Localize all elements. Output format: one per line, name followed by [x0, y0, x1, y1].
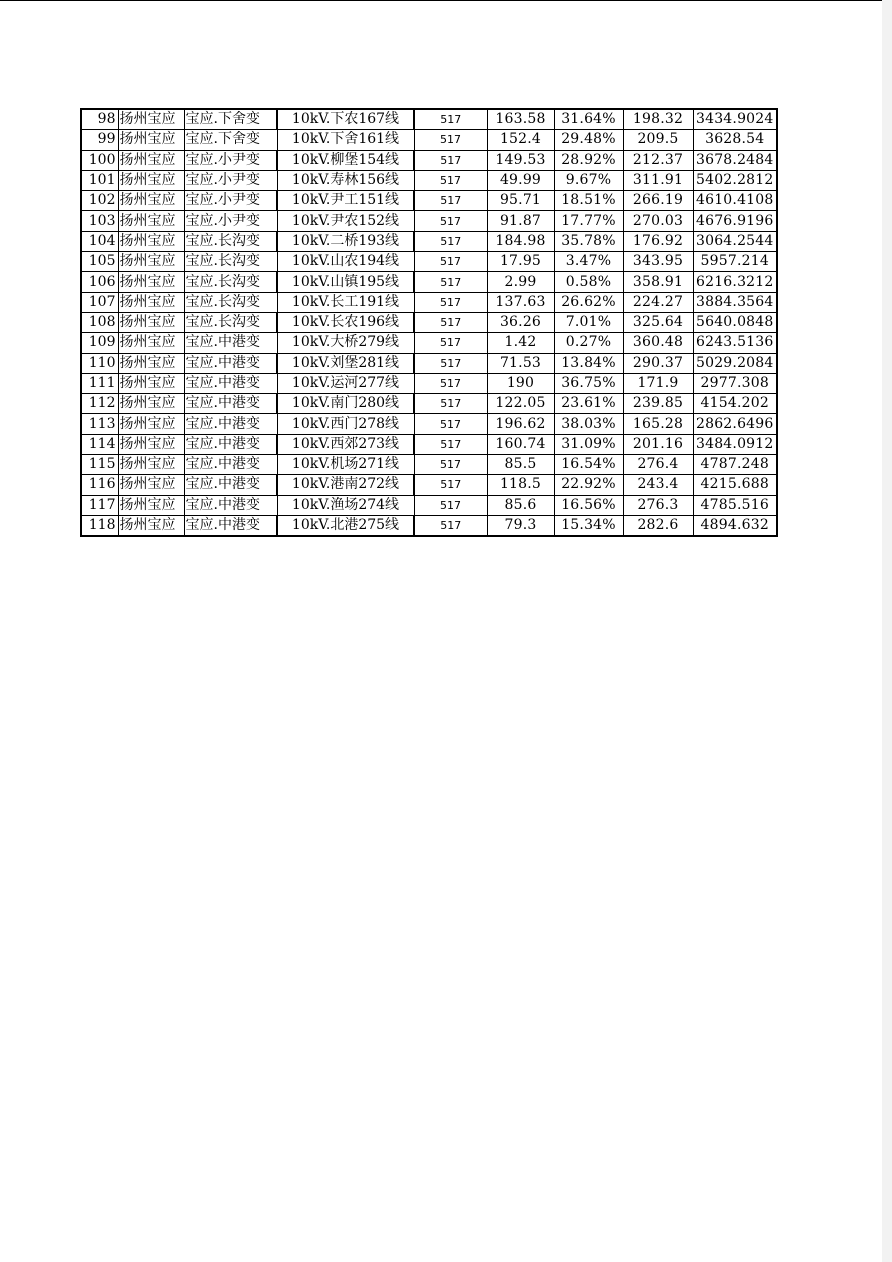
table-row: [81, 495, 777, 515]
city-cell: 扬州宝应: [118, 515, 184, 536]
substation-cell: 宝应.长沟变: [184, 252, 277, 272]
load-value-cell: 137.63: [487, 292, 554, 312]
margin-value-cell: 209.5: [623, 130, 693, 150]
margin-value-cell: 290.37: [623, 353, 693, 373]
substation-cell: 宝应.长沟变: [184, 292, 277, 312]
table-row: [81, 414, 777, 434]
feeder-line-cell: 10kV.南门280线: [277, 394, 414, 414]
city-cell: 扬州宝应: [118, 272, 184, 292]
city-cell: 扬州宝应: [118, 109, 184, 130]
row-index-cell: 106: [81, 272, 118, 292]
city-cell: 扬州宝应: [118, 150, 184, 170]
city-cell: 扬州宝应: [118, 495, 184, 515]
margin-kva-cell: 4785.516: [693, 495, 777, 515]
feeder-line-cell: 10kV.机场271线: [277, 455, 414, 475]
table-row: [81, 130, 777, 150]
substation-cell: 宝应.长沟变: [184, 231, 277, 251]
capacity-cell: 517: [414, 109, 487, 130]
margin-value-cell: 276.3: [623, 495, 693, 515]
load-rate-cell: 36.75%: [554, 373, 623, 393]
substation-cell: 宝应.中港变: [184, 394, 277, 414]
city-cell: 扬州宝应: [118, 191, 184, 211]
row-index-cell: 118: [81, 515, 118, 536]
capacity-cell: 517: [414, 150, 487, 170]
margin-kva-cell: 4215.688: [693, 475, 777, 495]
table-row: [81, 353, 777, 373]
margin-kva-cell: 5402.2812: [693, 170, 777, 190]
load-value-cell: 95.71: [487, 191, 554, 211]
feeder-line-cell: 10kV.刘堡281线: [277, 353, 414, 373]
margin-value-cell: 325.64: [623, 312, 693, 332]
load-value-cell: 190: [487, 373, 554, 393]
row-index-cell: 101: [81, 170, 118, 190]
table-row: [81, 292, 777, 312]
substation-cell: 宝应.小尹变: [184, 211, 277, 231]
substation-cell: 宝应.中港变: [184, 353, 277, 373]
feeder-line-cell: 10kV.尹农152线: [277, 211, 414, 231]
feeder-line-cell: 10kV.西郊273线: [277, 434, 414, 454]
load-rate-cell: 9.67%: [554, 170, 623, 190]
row-index-cell: 100: [81, 150, 118, 170]
margin-kva-cell: 2862.6496: [693, 414, 777, 434]
substation-cell: 宝应.中港变: [184, 373, 277, 393]
table-row: [81, 211, 777, 231]
row-index-cell: 104: [81, 231, 118, 251]
margin-value-cell: 224.27: [623, 292, 693, 312]
capacity-cell: 517: [414, 353, 487, 373]
load-rate-cell: 16.56%: [554, 495, 623, 515]
city-cell: 扬州宝应: [118, 353, 184, 373]
margin-value-cell: 165.28: [623, 414, 693, 434]
row-index-cell: 111: [81, 373, 118, 393]
load-value-cell: 152.4: [487, 130, 554, 150]
margin-kva-cell: 3628.54: [693, 130, 777, 150]
capacity-cell: 517: [414, 211, 487, 231]
margin-kva-cell: 2977.308: [693, 373, 777, 393]
feeder-line-cell: 10kV.大桥279线: [277, 333, 414, 353]
capacity-cell: 517: [414, 170, 487, 190]
load-value-cell: 118.5: [487, 475, 554, 495]
city-cell: 扬州宝应: [118, 394, 184, 414]
row-index-cell: 108: [81, 312, 118, 332]
margin-value-cell: 239.85: [623, 394, 693, 414]
load-rate-cell: 3.47%: [554, 252, 623, 272]
table-row: [81, 252, 777, 272]
feeder-line-cell: 10kV.下舍161线: [277, 130, 414, 150]
capacity-cell: 517: [414, 292, 487, 312]
margin-value-cell: 311.91: [623, 170, 693, 190]
load-rate-cell: 7.01%: [554, 312, 623, 332]
table-row: [81, 272, 777, 292]
capacity-cell: 517: [414, 312, 487, 332]
row-index-cell: 114: [81, 434, 118, 454]
capacity-cell: 517: [414, 515, 487, 536]
margin-value-cell: 212.37: [623, 150, 693, 170]
load-value-cell: 17.95: [487, 252, 554, 272]
load-rate-cell: 22.92%: [554, 475, 623, 495]
substation-cell: 宝应.中港变: [184, 475, 277, 495]
table-row: [81, 333, 777, 353]
load-rate-cell: 0.27%: [554, 333, 623, 353]
table-row: [81, 515, 777, 536]
margin-kva-cell: 4894.632: [693, 515, 777, 536]
substation-cell: 宝应.小尹变: [184, 170, 277, 190]
substation-cell: 宝应.中港变: [184, 515, 277, 536]
load-rate-cell: 31.09%: [554, 434, 623, 454]
margin-kva-cell: 6243.5136: [693, 333, 777, 353]
capacity-cell: 517: [414, 191, 487, 211]
margin-kva-cell: 4676.9196: [693, 211, 777, 231]
substation-cell: 宝应.长沟变: [184, 272, 277, 292]
feeder-line-cell: 10kV.尹工151线: [277, 191, 414, 211]
table-row: [81, 373, 777, 393]
city-cell: 扬州宝应: [118, 252, 184, 272]
margin-kva-cell: 4154.202: [693, 394, 777, 414]
load-rate-cell: 26.62%: [554, 292, 623, 312]
row-index-cell: 113: [81, 414, 118, 434]
margin-value-cell: 360.48: [623, 333, 693, 353]
table-row: [81, 312, 777, 332]
margin-value-cell: 243.4: [623, 475, 693, 495]
feeder-line-cell: 10kV.二桥193线: [277, 231, 414, 251]
table-row: [81, 231, 777, 251]
load-rate-cell: 35.78%: [554, 231, 623, 251]
row-index-cell: 116: [81, 475, 118, 495]
page-top-border: [0, 0, 892, 1]
table-row: [81, 394, 777, 414]
load-value-cell: 163.58: [487, 109, 554, 130]
load-rate-cell: 16.54%: [554, 455, 623, 475]
city-cell: 扬州宝应: [118, 333, 184, 353]
city-cell: 扬州宝应: [118, 475, 184, 495]
feeder-line-cell: 10kV.下农167线: [277, 109, 414, 130]
load-value-cell: 85.5: [487, 455, 554, 475]
load-rate-cell: 38.03%: [554, 414, 623, 434]
city-cell: 扬州宝应: [118, 414, 184, 434]
load-value-cell: 1.42: [487, 333, 554, 353]
feeder-load-table: [80, 108, 778, 537]
capacity-cell: 517: [414, 495, 487, 515]
load-rate-cell: 0.58%: [554, 272, 623, 292]
table-row: [81, 434, 777, 454]
margin-kva-cell: 3678.2484: [693, 150, 777, 170]
load-rate-cell: 28.92%: [554, 150, 623, 170]
substation-cell: 宝应.下舍变: [184, 130, 277, 150]
margin-value-cell: 171.9: [623, 373, 693, 393]
capacity-cell: 517: [414, 455, 487, 475]
row-index-cell: 107: [81, 292, 118, 312]
substation-cell: 宝应.长沟变: [184, 312, 277, 332]
load-value-cell: 85.6: [487, 495, 554, 515]
margin-kva-cell: 3064.2544: [693, 231, 777, 251]
margin-value-cell: 343.95: [623, 252, 693, 272]
margin-kva-cell: 3484.0912: [693, 434, 777, 454]
margin-value-cell: 266.19: [623, 191, 693, 211]
substation-cell: 宝应.中港变: [184, 333, 277, 353]
row-index-cell: 102: [81, 191, 118, 211]
capacity-cell: 517: [414, 475, 487, 495]
margin-kva-cell: 5640.0848: [693, 312, 777, 332]
row-index-cell: 99: [81, 130, 118, 150]
load-value-cell: 2.99: [487, 272, 554, 292]
load-rate-cell: 31.64%: [554, 109, 623, 130]
city-cell: 扬州宝应: [118, 455, 184, 475]
capacity-cell: 517: [414, 373, 487, 393]
load-rate-cell: 13.84%: [554, 353, 623, 373]
table-row: [81, 170, 777, 190]
margin-kva-cell: 3884.3564: [693, 292, 777, 312]
margin-kva-cell: 6216.3212: [693, 272, 777, 292]
load-rate-cell: 18.51%: [554, 191, 623, 211]
capacity-cell: 517: [414, 434, 487, 454]
feeder-line-cell: 10kV.西门278线: [277, 414, 414, 434]
load-rate-cell: 23.61%: [554, 394, 623, 414]
load-value-cell: 122.05: [487, 394, 554, 414]
substation-cell: 宝应.中港变: [184, 434, 277, 454]
feeder-line-cell: 10kV.港南272线: [277, 475, 414, 495]
load-value-cell: 160.74: [487, 434, 554, 454]
substation-cell: 宝应.中港变: [184, 455, 277, 475]
capacity-cell: 517: [414, 272, 487, 292]
page-right-margin: [882, 0, 892, 1262]
capacity-cell: 517: [414, 130, 487, 150]
margin-value-cell: 176.92: [623, 231, 693, 251]
margin-value-cell: 201.16: [623, 434, 693, 454]
feeder-line-cell: 10kV.山镇195线: [277, 272, 414, 292]
row-index-cell: 103: [81, 211, 118, 231]
margin-value-cell: 282.6: [623, 515, 693, 536]
city-cell: 扬州宝应: [118, 292, 184, 312]
table-row: [81, 475, 777, 495]
city-cell: 扬州宝应: [118, 211, 184, 231]
feeder-line-cell: 10kV.寿林156线: [277, 170, 414, 190]
margin-value-cell: 276.4: [623, 455, 693, 475]
table-row: [81, 109, 777, 130]
row-index-cell: 110: [81, 353, 118, 373]
city-cell: 扬州宝应: [118, 373, 184, 393]
substation-cell: 宝应.小尹变: [184, 191, 277, 211]
substation-cell: 宝应.小尹变: [184, 150, 277, 170]
capacity-cell: 517: [414, 231, 487, 251]
margin-value-cell: 358.91: [623, 272, 693, 292]
city-cell: 扬州宝应: [118, 312, 184, 332]
feeder-line-cell: 10kV.长工191线: [277, 292, 414, 312]
city-cell: 扬州宝应: [118, 434, 184, 454]
city-cell: 扬州宝应: [118, 130, 184, 150]
margin-kva-cell: 4610.4108: [693, 191, 777, 211]
city-cell: 扬州宝应: [118, 231, 184, 251]
row-index-cell: 98: [81, 109, 118, 130]
load-rate-cell: 29.48%: [554, 130, 623, 150]
margin-value-cell: 270.03: [623, 211, 693, 231]
load-rate-cell: 17.77%: [554, 211, 623, 231]
row-index-cell: 112: [81, 394, 118, 414]
substation-cell: 宝应.中港变: [184, 495, 277, 515]
load-value-cell: 71.53: [487, 353, 554, 373]
feeder-line-cell: 10kV.渔场274线: [277, 495, 414, 515]
capacity-cell: 517: [414, 333, 487, 353]
load-value-cell: 91.87: [487, 211, 554, 231]
load-value-cell: 36.26: [487, 312, 554, 332]
load-value-cell: 79.3: [487, 515, 554, 536]
feeder-line-cell: 10kV.长农196线: [277, 312, 414, 332]
feeder-line-cell: 10kV.北港275线: [277, 515, 414, 536]
capacity-cell: 517: [414, 394, 487, 414]
feeder-line-cell: 10kV.山农194线: [277, 252, 414, 272]
load-value-cell: 184.98: [487, 231, 554, 251]
feeder-line-cell: 10kV.柳堡154线: [277, 150, 414, 170]
margin-value-cell: 198.32: [623, 109, 693, 130]
load-rate-cell: 15.34%: [554, 515, 623, 536]
substation-cell: 宝应.下舍变: [184, 109, 277, 130]
capacity-cell: 517: [414, 414, 487, 434]
load-value-cell: 49.99: [487, 170, 554, 190]
margin-kva-cell: 3434.9024: [693, 109, 777, 130]
table-row: [81, 191, 777, 211]
city-cell: 扬州宝应: [118, 170, 184, 190]
row-index-cell: 105: [81, 252, 118, 272]
table-row: [81, 455, 777, 475]
margin-kva-cell: 5957.214: [693, 252, 777, 272]
row-index-cell: 115: [81, 455, 118, 475]
capacity-cell: 517: [414, 252, 487, 272]
load-value-cell: 149.53: [487, 150, 554, 170]
load-value-cell: 196.62: [487, 414, 554, 434]
row-index-cell: 109: [81, 333, 118, 353]
margin-kva-cell: 5029.2084: [693, 353, 777, 373]
table-body: [81, 109, 777, 536]
substation-cell: 宝应.中港变: [184, 414, 277, 434]
table-row: [81, 150, 777, 170]
row-index-cell: 117: [81, 495, 118, 515]
margin-kva-cell: 4787.248: [693, 455, 777, 475]
feeder-line-cell: 10kV.运河277线: [277, 373, 414, 393]
